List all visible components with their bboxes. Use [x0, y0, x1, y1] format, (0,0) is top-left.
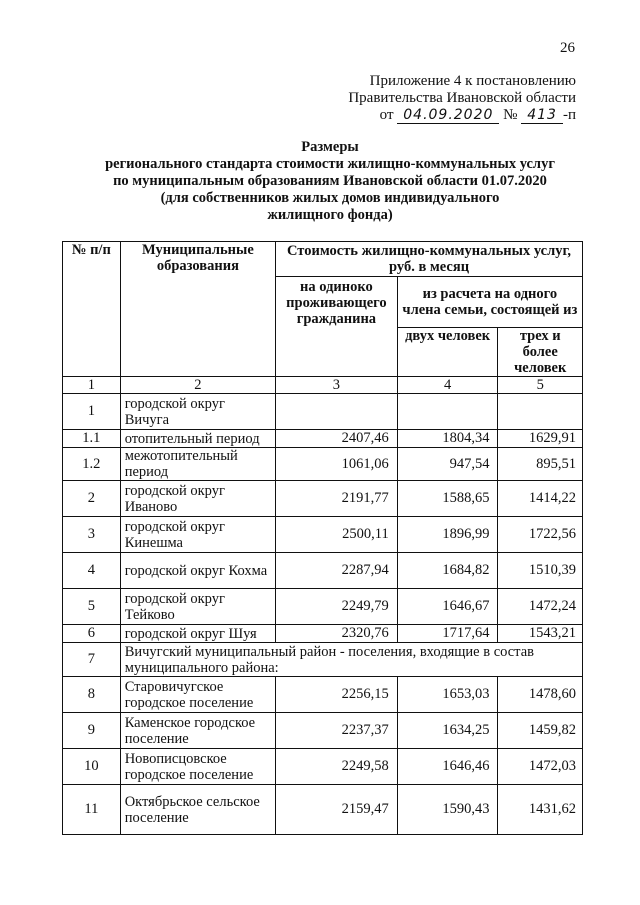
title-line-3: по муниципальным образованиям Ивановской области 01.07.2020 — [113, 173, 547, 189]
appendix-no-sign: № — [503, 107, 518, 123]
row-number: 5 — [63, 589, 121, 625]
value-single: 2249,58 — [276, 749, 398, 785]
value-two-members: 1684,82 — [397, 553, 498, 589]
column-number-row — [63, 377, 583, 394]
table-row — [63, 394, 583, 430]
value-three-members: 1414,22 — [498, 481, 583, 517]
value-three-members: 1629,91 — [498, 430, 583, 448]
row-name: межотопительный период — [120, 448, 275, 481]
column-number: 1 — [63, 377, 121, 394]
value-single: 2287,94 — [276, 553, 398, 589]
header-single: на одиноко проживающего гражданина — [276, 277, 398, 377]
column-number: 2 — [120, 377, 275, 394]
value-two-members — [397, 394, 498, 430]
row-name: Новописцовское городское поселение — [120, 749, 275, 785]
table-row — [63, 749, 583, 785]
value-three-members: 1722,56 — [498, 517, 583, 553]
page-number: 26 — [560, 40, 575, 56]
row-number: 1 — [63, 394, 121, 430]
header-municipality: Муниципальные образования — [120, 242, 275, 377]
title-line-1: Размеры — [301, 139, 359, 155]
value-three-members: 1510,39 — [498, 553, 583, 589]
appendix-date: 04.09.2020 — [397, 107, 499, 124]
row-number: 1.2 — [63, 448, 121, 481]
value-three-members: 895,51 — [498, 448, 583, 481]
row-number: 9 — [63, 713, 121, 749]
header-no: № п/п — [63, 242, 121, 377]
title-line-4: (для собственников жилых домов индивидуального — [160, 190, 500, 206]
row-name: Старовичугское городское поселение — [120, 677, 275, 713]
appendix-ot: от — [379, 107, 394, 123]
row-number: 6 — [63, 625, 121, 643]
table-row — [63, 677, 583, 713]
appendix-line-1: Приложение 4 к постановлению — [369, 73, 576, 89]
row-number: 11 — [63, 785, 121, 835]
value-single: 2407,46 — [276, 430, 398, 448]
row-number: 3 — [63, 517, 121, 553]
row-name: городской округ Шуя — [120, 625, 275, 643]
value-single: 2500,11 — [276, 517, 398, 553]
header-three: трех и более человек — [498, 328, 583, 377]
value-two-members: 1896,99 — [397, 517, 498, 553]
title-line-2: регионального стандарта стоимости жилищно-коммунальных услуг — [105, 156, 555, 172]
appendix-number: 413 — [521, 107, 563, 124]
value-single: 2237,37 — [276, 713, 398, 749]
row-name: Вичугский муниципальный район - поселения, входящие в состав муниципального района: — [120, 643, 582, 677]
appendix-header — [348, 73, 576, 124]
cost-table — [62, 241, 583, 835]
value-three-members — [498, 394, 583, 430]
row-name: городской округ Кинешма — [120, 517, 275, 553]
value-two-members: 1804,34 — [397, 430, 498, 448]
row-number: 1.1 — [63, 430, 121, 448]
value-single: 2249,79 — [276, 589, 398, 625]
row-number: 10 — [63, 749, 121, 785]
header-two: двух человек — [397, 328, 498, 377]
column-number: 5 — [498, 377, 583, 394]
title-line-5: жилищного фонда) — [267, 207, 393, 223]
row-name: Октябрьское сельское поселение — [120, 785, 275, 835]
row-name: отопительный период — [120, 430, 275, 448]
row-number: 2 — [63, 481, 121, 517]
appendix-line-2: Правительства Ивановской области — [348, 90, 576, 106]
row-number: 8 — [63, 677, 121, 713]
value-two-members: 1590,43 — [397, 785, 498, 835]
value-three-members: 1472,24 — [498, 589, 583, 625]
row-name: городской округ Вичуга — [120, 394, 275, 430]
row-name: городской округ Иваново — [120, 481, 275, 517]
value-three-members: 1431,62 — [498, 785, 583, 835]
column-number: 3 — [276, 377, 398, 394]
table-row — [63, 625, 583, 643]
value-single: 2320,76 — [276, 625, 398, 643]
header-per-member: из расчета на одного члена семьи, состоящей из — [397, 277, 582, 328]
value-single: 2191,77 — [276, 481, 398, 517]
value-two-members: 1634,25 — [397, 713, 498, 749]
value-single: 1061,06 — [276, 448, 398, 481]
value-two-members: 1653,03 — [397, 677, 498, 713]
column-number: 4 — [397, 377, 498, 394]
value-single: 2256,15 — [276, 677, 398, 713]
table-row — [63, 481, 583, 517]
value-single — [276, 394, 398, 430]
appendix-suffix: -п — [562, 107, 576, 123]
table-row — [63, 553, 583, 589]
value-single: 2159,47 — [276, 785, 398, 835]
table-row — [63, 643, 583, 677]
table-row — [63, 589, 583, 625]
table-row — [63, 448, 583, 481]
table-row — [63, 517, 583, 553]
value-two-members: 1646,46 — [397, 749, 498, 785]
table-row — [63, 430, 583, 448]
header-cost: Стоимость жилищно-коммунальных услуг, руб. в месяц — [276, 242, 583, 277]
appendix-line-3 — [348, 107, 576, 124]
row-name: Каменское городское поселение — [120, 713, 275, 749]
value-three-members: 1472,03 — [498, 749, 583, 785]
value-three-members: 1543,21 — [498, 625, 583, 643]
row-number: 7 — [63, 643, 121, 677]
row-name: городской округ Кохма — [120, 553, 275, 589]
value-two-members: 1646,67 — [397, 589, 498, 625]
value-two-members: 1717,64 — [397, 625, 498, 643]
value-two-members: 947,54 — [397, 448, 498, 481]
value-three-members: 1459,82 — [498, 713, 583, 749]
row-number: 4 — [63, 553, 121, 589]
value-two-members: 1588,65 — [397, 481, 498, 517]
table-body — [63, 377, 583, 835]
table-row — [63, 785, 583, 835]
value-three-members: 1478,60 — [498, 677, 583, 713]
row-name: городской округ Тейково — [120, 589, 275, 625]
table-row — [63, 713, 583, 749]
document-title — [60, 139, 600, 224]
